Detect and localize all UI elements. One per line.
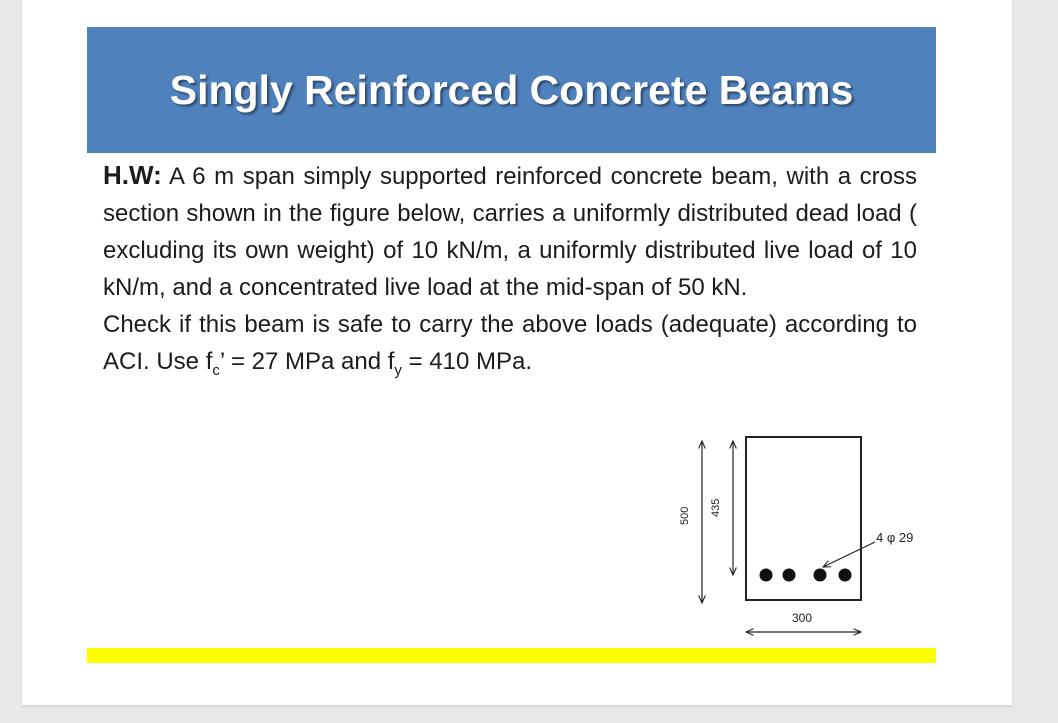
problem-statement bbox=[103, 157, 917, 389]
effective-depth-label: 435 bbox=[710, 498, 722, 517]
accent-bar bbox=[87, 648, 936, 663]
beam-cross-section-figure bbox=[640, 425, 940, 645]
problem-text-2a: Check if this beam is safe to carry the above loads (adequate) according to ACI. Use f bbox=[103, 311, 917, 375]
rebar-3 bbox=[814, 569, 827, 582]
bar-label: 4 φ 29 bbox=[876, 530, 914, 545]
fy-subscript: y bbox=[394, 361, 402, 379]
problem-text-2b: ’ = 27 MPa and f bbox=[219, 348, 395, 375]
problem-text-1: A 6 m span simply supported reinforced concrete beam, with a cross section shown in the figure below, carries a uniformly distributed dead load ( excluding its own weight) of 10 kN/m, a uniformly distributed live load of 10 kN/m, and a concentrated live load at the mid-span of 50 kN. bbox=[103, 163, 918, 301]
width-label: 300 bbox=[792, 611, 813, 625]
title-bar bbox=[87, 27, 936, 153]
problem-paragraph-2 bbox=[103, 306, 917, 389]
rebar-4 bbox=[839, 569, 852, 582]
slide-title: Singly Reinforced Concrete Beams bbox=[169, 66, 854, 113]
rebar-1 bbox=[760, 569, 773, 582]
total-depth-label: 500 bbox=[679, 506, 691, 525]
problem-paragraph-1 bbox=[103, 157, 917, 306]
hw-label: H.W: bbox=[103, 160, 162, 190]
rebar-2 bbox=[783, 569, 796, 582]
fc-subscript: c bbox=[212, 361, 220, 379]
problem-text-2c: = 410 MPa. bbox=[401, 348, 532, 375]
